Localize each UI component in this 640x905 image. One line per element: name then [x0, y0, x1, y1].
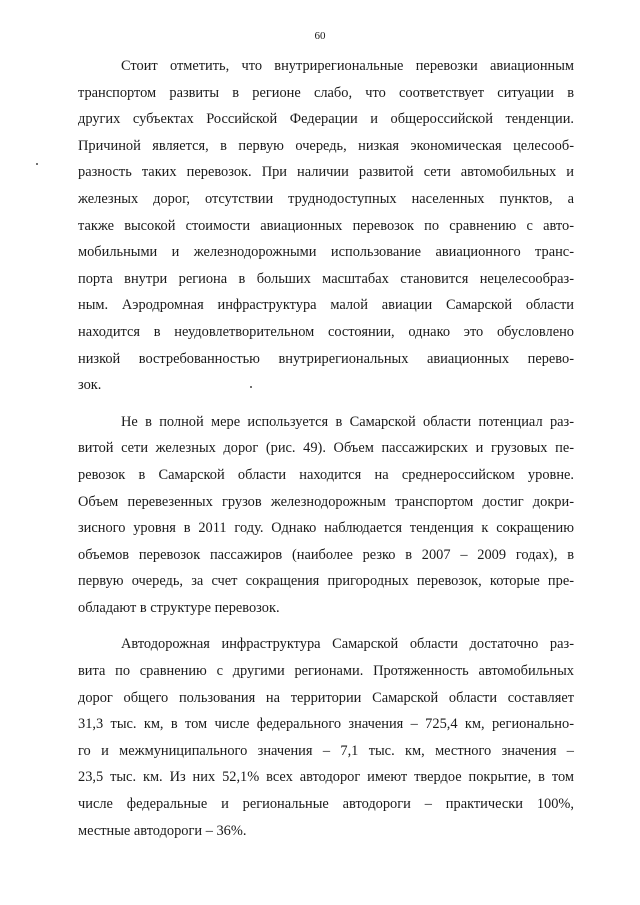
text-line: 31,3 тыс. км, в том числе федерального значения – 725,4 км, регионально- — [78, 716, 574, 733]
text-line: также высокой стоимости авиационных перевозок по сравнению с авто- — [78, 217, 574, 234]
text-line: железных дорог, отсутствии труднодоступных населенных пунктов, а — [78, 190, 574, 207]
text-line: зок. — [78, 377, 102, 394]
text-line: витой сети железных дорог (рис. 49). Объем пассажирских и грузовых пе- — [78, 440, 574, 457]
text-line: разность таких перевозок. При наличии развитой сети автомобильных и — [78, 164, 574, 181]
scan-speck — [250, 386, 252, 388]
text-line: го и межмуниципального значения – 7,1 тыс. км, местного значения – — [78, 742, 574, 759]
text-line: находится в неудовлетворительном состоянии, однако это обусловлено — [78, 323, 574, 340]
text-line: обладают в структуре перевозок. — [78, 599, 280, 616]
text-line: объемов перевозок пассажиров (наиболее резко в 2007 – 2009 годах), в — [78, 546, 574, 563]
text-line: местные автодороги – 36%. — [78, 822, 247, 839]
text-line: Стоит отметить, что внутрирегиональные перевозки авиационным — [121, 58, 574, 74]
page-number: 60 — [314, 30, 326, 42]
text-line: ревозок в Самарской области находится на среднероссийском уровне. — [78, 466, 574, 483]
paragraph-1 — [78, 53, 574, 399]
text-line: вита по сравнению с другими регионами. Протяженность автомобильных — [78, 663, 574, 680]
text-line: дорог общего пользования на территории Самарской области составляет — [78, 689, 574, 706]
text-line: числе федеральные и региональные автодороги – практически 100%, — [78, 796, 574, 813]
document-body — [78, 53, 574, 844]
text-line: 23,5 тыс. км. Из них 52,1% всех автодорог имеют твердое покрытие, в том — [78, 769, 574, 786]
text-line: ным. Аэродромная инфраструктура малой авиации Самарской области — [78, 297, 574, 314]
text-line: Не в полной мере используется в Самарской области потенциал раз- — [121, 413, 574, 430]
text-line: других субъектах Российской Федерации и общероссийской тенденции. — [78, 111, 574, 128]
text-line: мобильными и железнодорожными использование авиационного транс- — [78, 244, 574, 261]
text-line: зисного уровня в 2011 году. Однако наблюдается тенденция к сокращению — [78, 520, 574, 537]
text-line: транспортом развиты в регионе слабо, что соответствует ситуации в — [78, 84, 574, 101]
text-line: Автодорожная инфраструктура Самарской области достаточно раз- — [121, 636, 574, 653]
paragraph-3 — [78, 631, 574, 844]
paragraph-2 — [78, 409, 574, 622]
scan-speck — [36, 163, 38, 165]
text-line: низкой востребованностью внутрирегиональных авиационных перево- — [78, 350, 574, 367]
text-line: порта внутри региона в больших масштабах становится нецелесообраз- — [78, 270, 574, 287]
text-line: первую очередь, за счет сокращения пригородных перевозок, которые пре- — [78, 573, 574, 590]
text-line: Причиной является, в первую очередь, низкая экономическая целесооб- — [78, 137, 574, 154]
text-line: Объем перевезенных грузов железнодорожным транспортом достиг докри- — [78, 493, 574, 510]
